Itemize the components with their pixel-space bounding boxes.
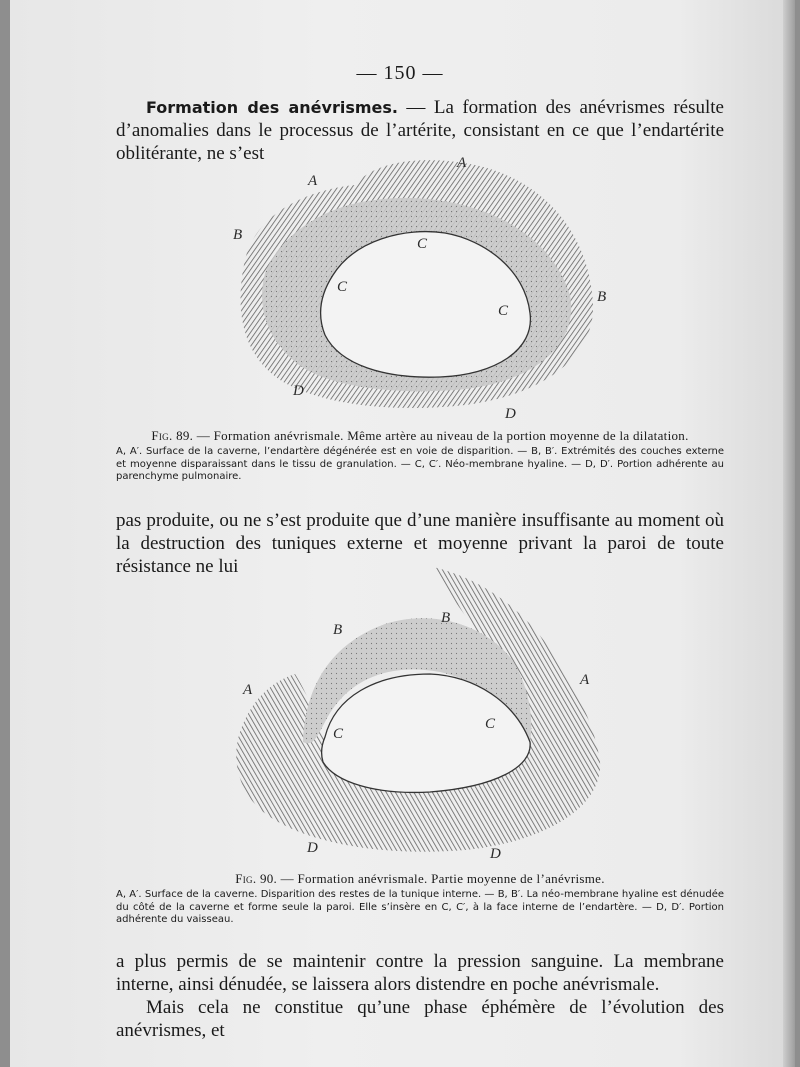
fig89-label: D [505,406,516,422]
paragraph-2: pas produite, ou ne s’est produite que d’une manière insuffisante au moment où la destruction des tuniques externe et moyenne privant la paroi de toute résistance ne lui [116,510,724,577]
paragraph-1-text: — La formation des anévrismes résulte d’anomalies dans le processus de l’artérite, consistant en ce que l’endartérite oblitérante, ne s’est [116,97,724,164]
fig90-caption-title [116,871,724,887]
fig90-caption-prefix: Fig. 90. [235,871,278,886]
fig89-caption-body: A, A′. Surface de la caverne, l’endartère dégénérée est en voie de disparition. — B, B′. Extrémités des couches externe et moyenne disparaissant dans le tissu de granulation. — C, C′. Néo-membrane hyaline. — D, D′. Portion adhérente au parenchyme pulmonaire. [116,446,724,482]
fig89-label: A [308,173,318,189]
fig90-caption-title-text: — Formation anévrismale. Partie moyenne de l’anévrisme. [277,871,605,886]
fig90-label: C [333,726,344,742]
fig89-label: C [417,236,428,252]
figure-89 [225,145,615,425]
fig89-caption-prefix: Fig. 89. [151,428,194,443]
fig90-label: B [441,610,451,626]
fig90-label: D [307,840,318,856]
fig89-label: D [293,383,304,399]
fig89-label: C [498,303,509,319]
fig89-label: B [233,227,243,243]
paragraph-4: Mais cela ne constitue qu’une phase éphémère de l’évolution des anévrismes, et [116,997,724,1041]
page-number: — 150 — [356,62,444,84]
fig90-label: A [580,672,590,688]
fig89-label: C [337,279,348,295]
fig90-label: D [490,846,501,862]
fig90-label: C [485,716,496,732]
paragraph-3: a plus permis de se maintenir contre la pression sanguine. La membrane interne, ainsi dénudée, se laissera alors distendre en poche anévrismale. [116,951,724,995]
fig90-label: A [243,682,253,698]
page-edge [783,0,795,1067]
fig90-caption-body: A, A′. Surface de la caverne. Disparition des restes de la tunique interne. — B, B′. La néo-membrane hyaline est dénudée du côté de la caverne et forme seule la paroi. Elle s’insère en C, C′, à la face interne de l’endartère. — D, D′. Portion adhérente du vaisseau. [116,889,724,925]
fig89-label: A [457,155,467,171]
section-heading: Formation des anévrismes. [146,98,398,117]
figure-90 [225,562,615,862]
fig90-label: B [333,622,343,638]
fig89-label: B [597,289,607,305]
fig89-caption-title [116,428,724,444]
fig89-caption-title-text: — Formation anévrismale. Même artère au niveau de la portion moyenne de la dilatation. [193,428,689,443]
